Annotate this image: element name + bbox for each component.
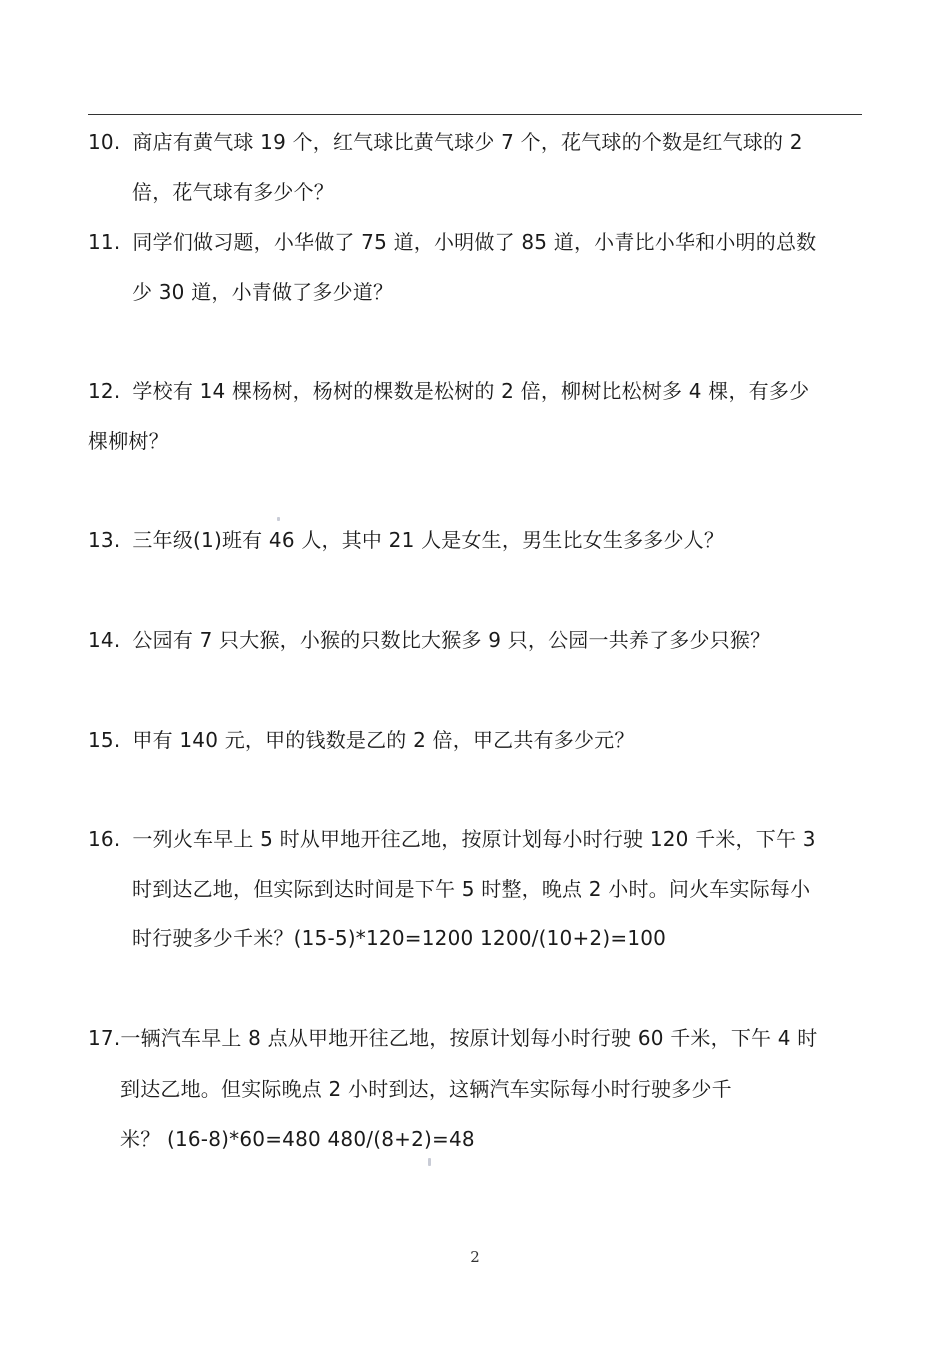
- problem-15-line-1: [88, 726, 635, 754]
- problem-text: 时行驶多少千米？(15-5)*120=1200 1200/(10+2)=100: [132, 926, 667, 950]
- problem-number: 10.: [88, 130, 121, 154]
- problem-11-line-2: [132, 278, 393, 306]
- problem-10-line-2: [132, 178, 334, 206]
- problem-text: 棵柳树？: [88, 429, 169, 453]
- problem-number: 16.: [88, 827, 121, 851]
- problem-17-line-1: [88, 1024, 817, 1052]
- problem-text: 一列火车早上 5 时从甲地开往乙地，按原计划每小时行驶 120 千米，下午 3: [132, 827, 816, 851]
- problem-number: 12.: [88, 379, 121, 403]
- problem-text: 同学们做习题，小华做了 75 道，小明做了 85 道，小青比小华和小明的总数: [132, 230, 817, 254]
- problem-16-line-3: [132, 924, 666, 952]
- problem-17-line-2: [120, 1075, 732, 1103]
- problem-14-line-1: [88, 626, 770, 654]
- problem-number: 15.: [88, 728, 121, 752]
- problem-16-line-2: [132, 875, 810, 903]
- problem-13-line-1: [88, 526, 724, 554]
- problem-number: 11.: [88, 230, 121, 254]
- problem-12-line-1: [88, 377, 809, 405]
- problem-16-line-1: [88, 825, 816, 853]
- problem-text: 时到达乙地，但实际到达时间是下午 5 时整，晚点 2 小时。问火车实际每小: [132, 877, 811, 901]
- scan-speck: [277, 517, 280, 521]
- scan-speck: [428, 1158, 431, 1166]
- problem-12-line-2: [88, 427, 169, 455]
- problem-text: 一辆汽车早上 8 点从甲地开往乙地，按原计划每小时行驶 60 千米，下午 4 时: [120, 1026, 818, 1050]
- problem-text: 公园有 7 只大猴，小猴的只数比大猴多 9 只，公园一共养了多少只猴？: [132, 628, 771, 652]
- problem-text: 倍，花气球有多少个？: [132, 180, 334, 204]
- problem-text: 三年级(1)班有 46 人，其中 21 人是女生，男生比女生多多少人？: [132, 528, 725, 552]
- problem-number: 13.: [88, 528, 121, 552]
- problem-17-line-3: [120, 1125, 475, 1153]
- problem-text: 学校有 14 棵杨树，杨树的棵数是松树的 2 倍，柳树比松树多 4 棵，有多少: [132, 379, 810, 403]
- problem-text: 商店有黄气球 19 个，红气球比黄气球少 7 个，花气球的个数是红气球的 2: [132, 130, 803, 154]
- problem-text: 甲有 140 元，甲的钱数是乙的 2 倍，甲乙共有多少元？: [132, 728, 635, 752]
- problem-number: 14.: [88, 628, 121, 652]
- problem-text: 少 30 道，小青做了多少道？: [132, 280, 394, 304]
- problem-text: 米？ (16-8)*60=480 480/(8+2)=48: [120, 1127, 475, 1151]
- problem-text: 到达乙地。但实际晚点 2 小时到达，这辆汽车实际每小时行驶多少千: [120, 1077, 732, 1101]
- page-number: 2: [470, 1248, 480, 1266]
- problem-11-line-1: [88, 228, 816, 256]
- problem-10-line-1: [88, 128, 803, 156]
- header-rule: [88, 114, 862, 115]
- problem-number: 17.: [88, 1026, 121, 1050]
